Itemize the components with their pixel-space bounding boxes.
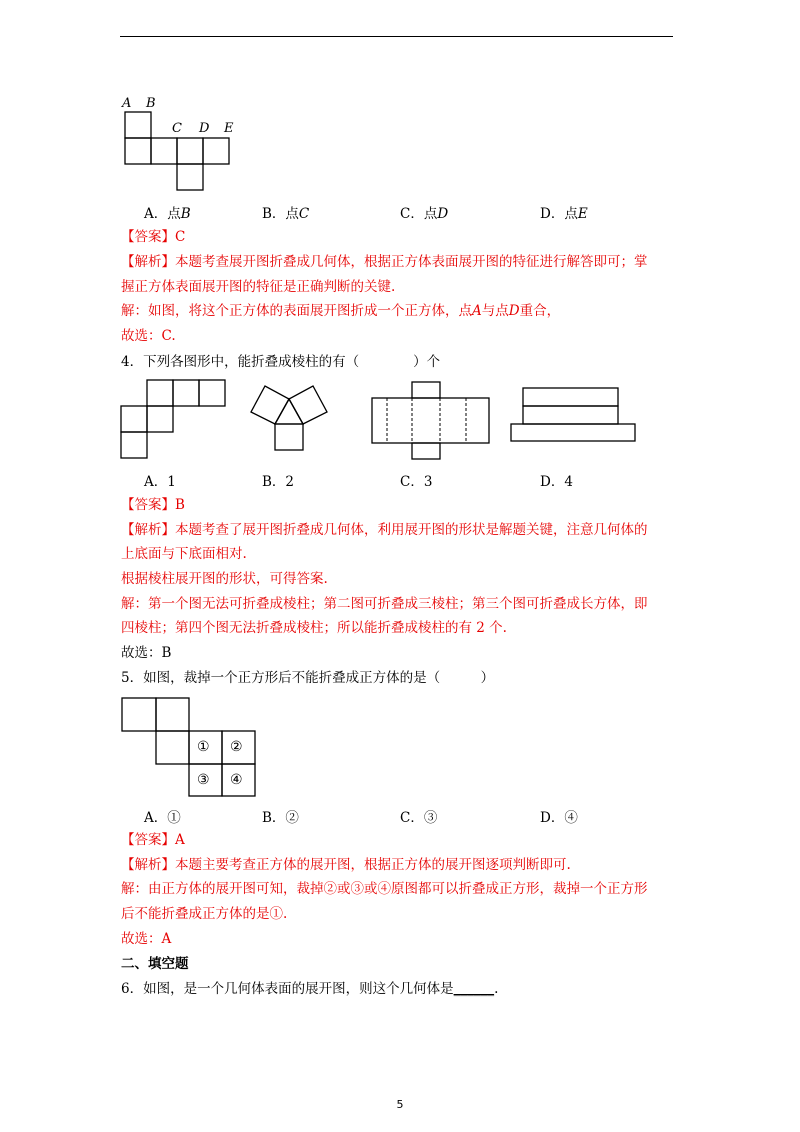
q5-stem: 5．如图，裁掉一个正方形后不能折叠成正方体的是（ ） bbox=[121, 670, 495, 686]
q4-option-a[interactable]: A．1 bbox=[144, 474, 176, 490]
q5-option-c[interactable]: C．③ bbox=[400, 810, 438, 826]
q5-answer: 【答案】A bbox=[121, 832, 185, 848]
q4-stem: 4．下列各图形中，能折叠成棱柱的有（ ）个 bbox=[121, 354, 441, 370]
q5-option-b[interactable]: B．② bbox=[262, 810, 299, 826]
q4-analysis-line3: 根据棱柱展开图的形状，可得答案. bbox=[121, 571, 328, 587]
point-label-a: A bbox=[122, 96, 132, 111]
q5-option-a[interactable]: A．① bbox=[144, 810, 181, 826]
q4-solution-line2: 四棱柱；第四个图无法折叠成棱柱；所以能折叠成棱柱的有 2 个. bbox=[121, 620, 507, 636]
q4-option-b[interactable]: B．2 bbox=[262, 474, 295, 490]
q5-cell-3: ③ bbox=[197, 772, 210, 788]
q3-option-d[interactable]: D．点E bbox=[540, 206, 588, 222]
q3-answer: 【答案】C bbox=[121, 229, 186, 245]
q4-choose: 故选：B bbox=[121, 645, 172, 661]
q3-option-c[interactable]: C．点D bbox=[400, 206, 449, 222]
point-label-e: E bbox=[224, 121, 234, 136]
section-heading: 二、填空题 bbox=[121, 956, 189, 972]
q5-cell-2: ② bbox=[230, 739, 243, 755]
q5-choose: 故选：A bbox=[121, 931, 172, 947]
q6-stem: 6．如图，是一个几何体表面的展开图，则这个几何体是______. bbox=[121, 981, 499, 997]
q5-cell-1: ① bbox=[197, 739, 210, 755]
q4-analysis-line1: 【解析】本题考查了展开图折叠成几何体，利用展开图的形状是解题关键，注意几何体的 bbox=[121, 522, 648, 538]
q4-answer: 【答案】B bbox=[121, 497, 185, 513]
q4-analysis-line2: 上底面与下底面相对. bbox=[121, 546, 247, 562]
q5-analysis: 【解析】本题主要考查正方体的展开图，根据正方体的展开图逐项判断即可. bbox=[121, 857, 571, 873]
q3-analysis-line1: 【解析】本题考查展开图折叠成几何体，根据正方体表面展开图的特征进行解答即可；掌 bbox=[121, 254, 648, 270]
point-label-b: B bbox=[146, 96, 156, 111]
q6-answer-blank[interactable]: ______ bbox=[453, 981, 495, 997]
q3-analysis-line2: 握正方体表面展开图的特征是正确判断的关键. bbox=[121, 279, 396, 295]
q3-option-a[interactable]: A．点B bbox=[144, 206, 191, 222]
point-label-c: C bbox=[172, 121, 182, 136]
q4-option-c[interactable]: C．3 bbox=[400, 474, 433, 490]
q4-option-d[interactable]: D．4 bbox=[540, 474, 573, 490]
point-label-d: D bbox=[199, 121, 210, 136]
q5-option-d[interactable]: D．④ bbox=[540, 810, 578, 826]
q3-option-b[interactable]: B．点C bbox=[262, 206, 310, 222]
q3-choose: 故选：C. bbox=[121, 328, 176, 344]
q4-solution-line1: 解：第一个图无法可折叠成棱柱；第二图可折叠成三棱柱；第三个图可折叠成长方体，即 bbox=[121, 596, 648, 612]
q5-solution-line2: 后不能折叠成正方体的是①. bbox=[121, 906, 288, 922]
q5-cell-4: ④ bbox=[230, 772, 243, 788]
q3-solution: 解：如图，将这个正方体的表面展开图折成一个正方体，点A与点D重合， bbox=[121, 303, 561, 319]
page-number: 5 bbox=[396, 1098, 404, 1111]
q5-solution-line1: 解：由正方体的展开图可知，裁掉②或③或④原图都可以折叠成正方形，裁掉一个正方形 bbox=[121, 881, 648, 897]
